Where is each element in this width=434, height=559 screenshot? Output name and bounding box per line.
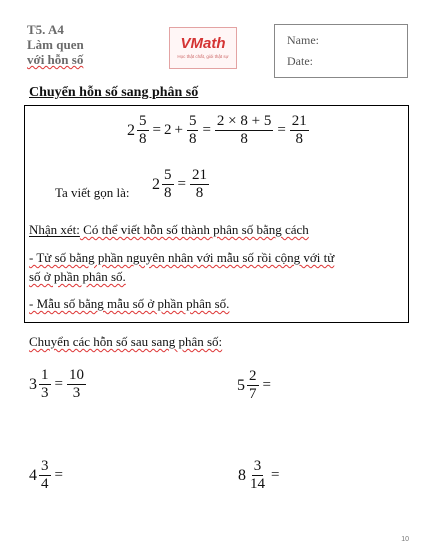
fraction-numerator: 5: [164, 167, 172, 183]
mixed-fraction: [39, 368, 51, 401]
lesson-title-line2: với hỗn số: [27, 52, 84, 67]
fraction-numerator: 21: [191, 167, 207, 183]
example-box: [24, 105, 409, 323]
equals-sign: =: [262, 377, 271, 394]
short-form-label: Ta viết gọn là:: [55, 185, 130, 200]
fraction-numerator: 5: [139, 113, 147, 129]
remark-prefix: Nhận xét:: [29, 222, 80, 237]
fraction-numerator: 5: [188, 113, 197, 129]
mixed-fraction: [162, 168, 174, 201]
exercise-item-2: [237, 369, 274, 402]
equals-sign: =: [54, 376, 63, 393]
exercise-item-4: [238, 459, 282, 492]
fraction-numerator: 3: [253, 458, 262, 474]
expression-fraction: [215, 114, 273, 147]
exercise-instruction: Chuyển các hỗn số sau sang phân số:: [29, 334, 223, 349]
example-equation: [127, 114, 310, 147]
fraction-numerator: 2 × 8 + 5: [216, 113, 272, 129]
fraction-numerator: 10: [68, 367, 84, 383]
fraction-denominator: 4: [41, 475, 49, 492]
equals-sign: =: [54, 467, 63, 484]
equals-sign: =: [152, 122, 161, 139]
result-fraction: [190, 168, 209, 201]
fraction-numerator: 3: [41, 458, 49, 474]
step-fraction: [187, 114, 199, 147]
rule-1-line-a: - Tử số bằng phần nguyên nhân với mẫu số rồi cộng với tử: [29, 250, 335, 265]
fraction-numerator: 1: [41, 367, 49, 383]
section-title: Chuyển hỗn số sang phân số: [29, 85, 199, 100]
mixed-fraction: [248, 459, 267, 492]
result-fraction: [290, 114, 309, 147]
fraction-numerator: 21: [291, 113, 307, 129]
name-label: Name:: [287, 33, 319, 47]
equals-sign: =: [277, 122, 286, 139]
mixed-fraction: [247, 369, 259, 402]
mixed-whole: 2: [127, 121, 135, 139]
mixed-whole: 5: [237, 376, 245, 394]
mixed-whole: 2: [152, 175, 160, 193]
step-whole: 2: [163, 122, 172, 139]
fraction-denominator: 3: [41, 384, 49, 401]
lesson-title-line1: Làm quen: [27, 37, 84, 52]
equals-sign: =: [202, 122, 211, 139]
answer-fraction: [67, 368, 86, 401]
mixed-fraction: [137, 114, 149, 147]
name-date-box: [274, 24, 408, 78]
fraction-denominator: 8: [295, 130, 304, 147]
fraction-denominator: 8: [188, 130, 197, 147]
fraction-denominator: 8: [164, 184, 172, 201]
mixed-whole: 3: [29, 375, 37, 393]
logo-text: VMath: [180, 35, 226, 52]
fraction-denominator: 3: [72, 384, 81, 401]
fraction-denominator: 8: [139, 130, 147, 147]
short-form-equation: [152, 168, 210, 201]
exercise-item-1: [29, 368, 87, 401]
exercise-item-3: [29, 459, 66, 492]
remark-line: [29, 222, 309, 238]
fraction-numerator: 2: [249, 368, 257, 384]
fraction-denominator: 8: [195, 184, 204, 201]
lesson-code: T5. A4: [27, 22, 64, 37]
mixed-whole: 4: [29, 466, 37, 484]
fraction-denominator: 7: [249, 385, 257, 402]
rule-2-line: - Mẫu số bằng mẫu số ở phần phân số.: [29, 296, 230, 311]
mixed-fraction: [39, 459, 51, 492]
mixed-whole: 8: [238, 466, 246, 484]
fraction-denominator: 8: [240, 130, 248, 147]
remark-text: Có thể viết hỗn số thành phân số bằng cách: [79, 222, 309, 237]
rule-1-line-b: số ở phần phân số.: [29, 269, 126, 284]
equals-sign: =: [271, 467, 280, 484]
plus-sign: +: [174, 122, 183, 139]
equals-sign: =: [177, 176, 186, 193]
logo-tagline: Học thật chất, giỏi thật sự: [177, 54, 229, 59]
date-label: Date:: [287, 54, 313, 68]
vmath-logo: [169, 27, 237, 69]
fraction-denominator: 14: [250, 475, 265, 492]
page-number: 10: [401, 536, 409, 543]
